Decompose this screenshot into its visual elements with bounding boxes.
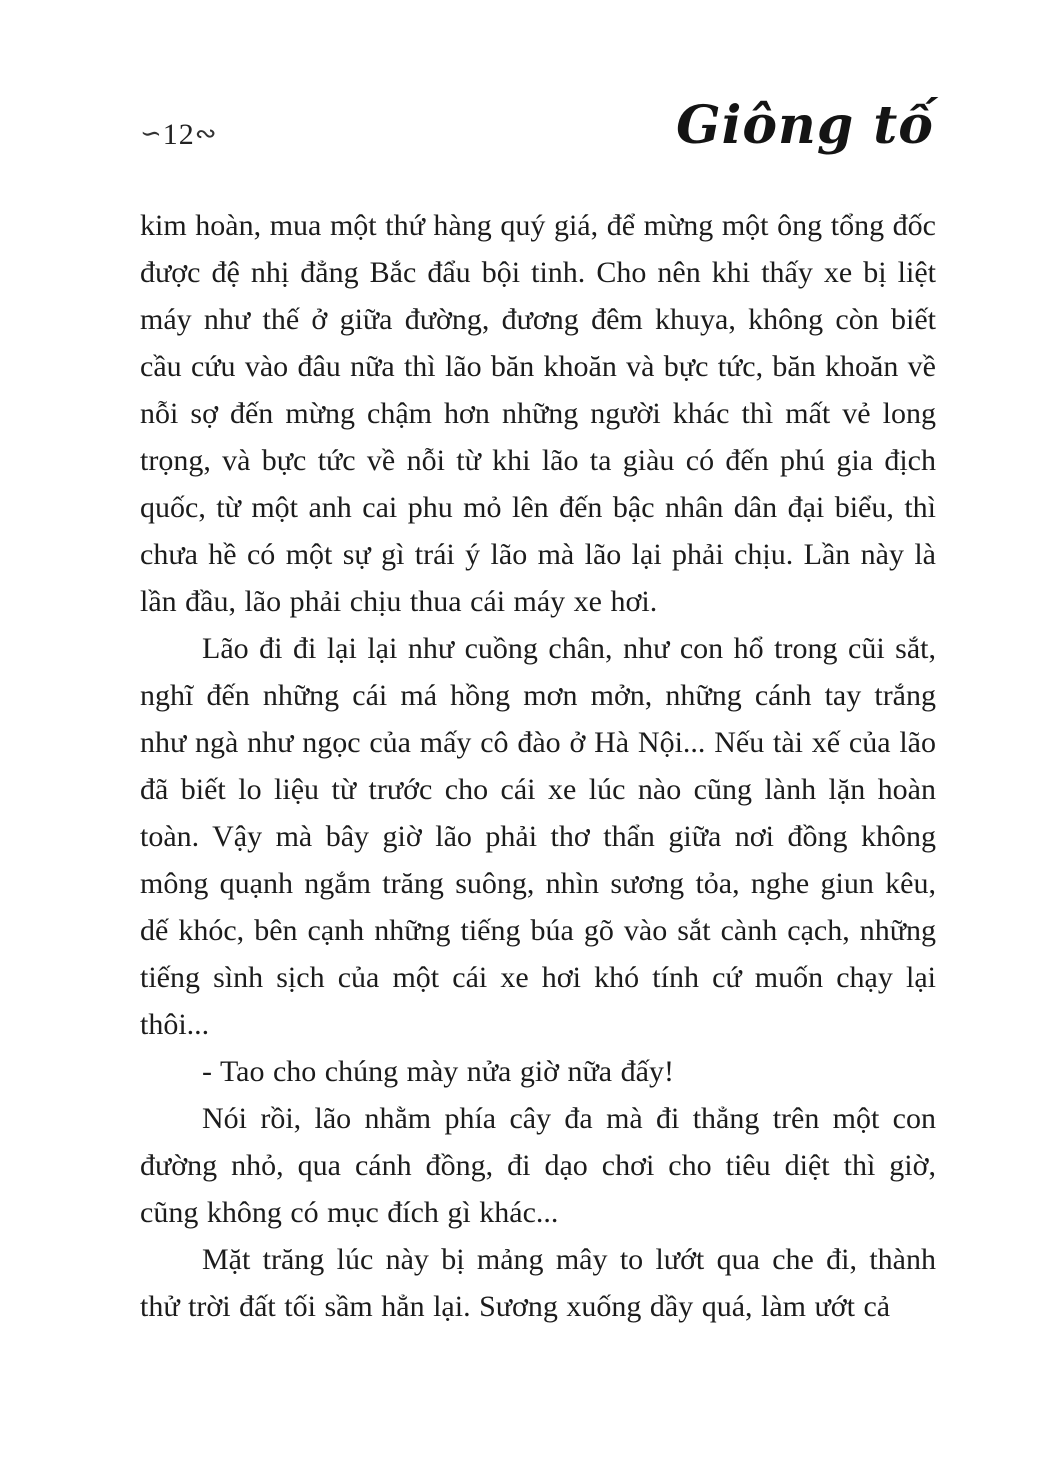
paragraph: Mặt trăng lúc này bị mảng mây to lướt qua che đi, thành thử trời đất tối sầm hẳn lại. Sương xuống dầy quá, làm ướt cả [140,1243,936,1323]
paragraph: kim hoàn, mua một thứ hàng quý giá, để mừng một ông tổng đốc được đệ nhị đẳng Bắc đẩu bội tinh. Cho nên khi thấy xe bị liệt máy như thế ở giữa đường, đương đêm khuya, không còn biết cầu cứu vào đâu nữa thì lão băn khoăn và bực tức, băn khoăn về nỗi sợ đến mừng chậm hơn những người khác thì mất vẻ long trọng, và bực tức về nỗi từ khi lão ta giàu có đến phú gia địch quốc, từ một anh cai phu mỏ lên đến bậc nhân dân đại biểu, thì chưa hề có một sự gì trái ý lão mà lão lại phải chịu. Lần này là lần đầu, lão phải chịu thua cái máy xe hơi. [140,209,936,618]
paragraph: - Tao cho chúng mày nửa giờ nữa đấy! [202,1055,674,1088]
page-header [140,95,936,156]
ornament-left: ∽ [140,119,163,148]
book-title: Giông tố [676,95,934,156]
page-number-value: 12 [162,118,195,151]
page-body [140,202,936,1330]
paragraph: Nói rồi, lão nhằm phía cây đa mà đi thẳng trên một con đường nhỏ, qua cánh đồng, đi dạo chơi cho tiêu diệt thì giờ, cũng không có mục đích gì khác... [140,1102,936,1229]
page-number [140,100,218,152]
paragraph: Lão đi đi lại lại như cuồng chân, như con hổ trong cũi sắt, nghĩ đến những cái má hồng mơn mởn, những cánh tay trắng như ngà như ngọc của mấy cô đào ở Hà Nội... Nếu tài xế của lão đã biết lo liệu từ trước cho cái xe lúc nào cũng lành lặn hoàn toàn. Vậy mà bây giờ lão phải thơ thẩn giữa nơi đồng không mông quạnh ngắm trăng suông, nhìn sương tỏa, nghe giun kêu, dế khóc, bên cạnh những tiếng búa gõ vào sắt cành cạch, những tiếng sình sịch của một cái xe hơi khó tính cứ muốn chạy lại thôi... [140,632,936,1041]
ornament-right: ∾ [194,119,218,148]
